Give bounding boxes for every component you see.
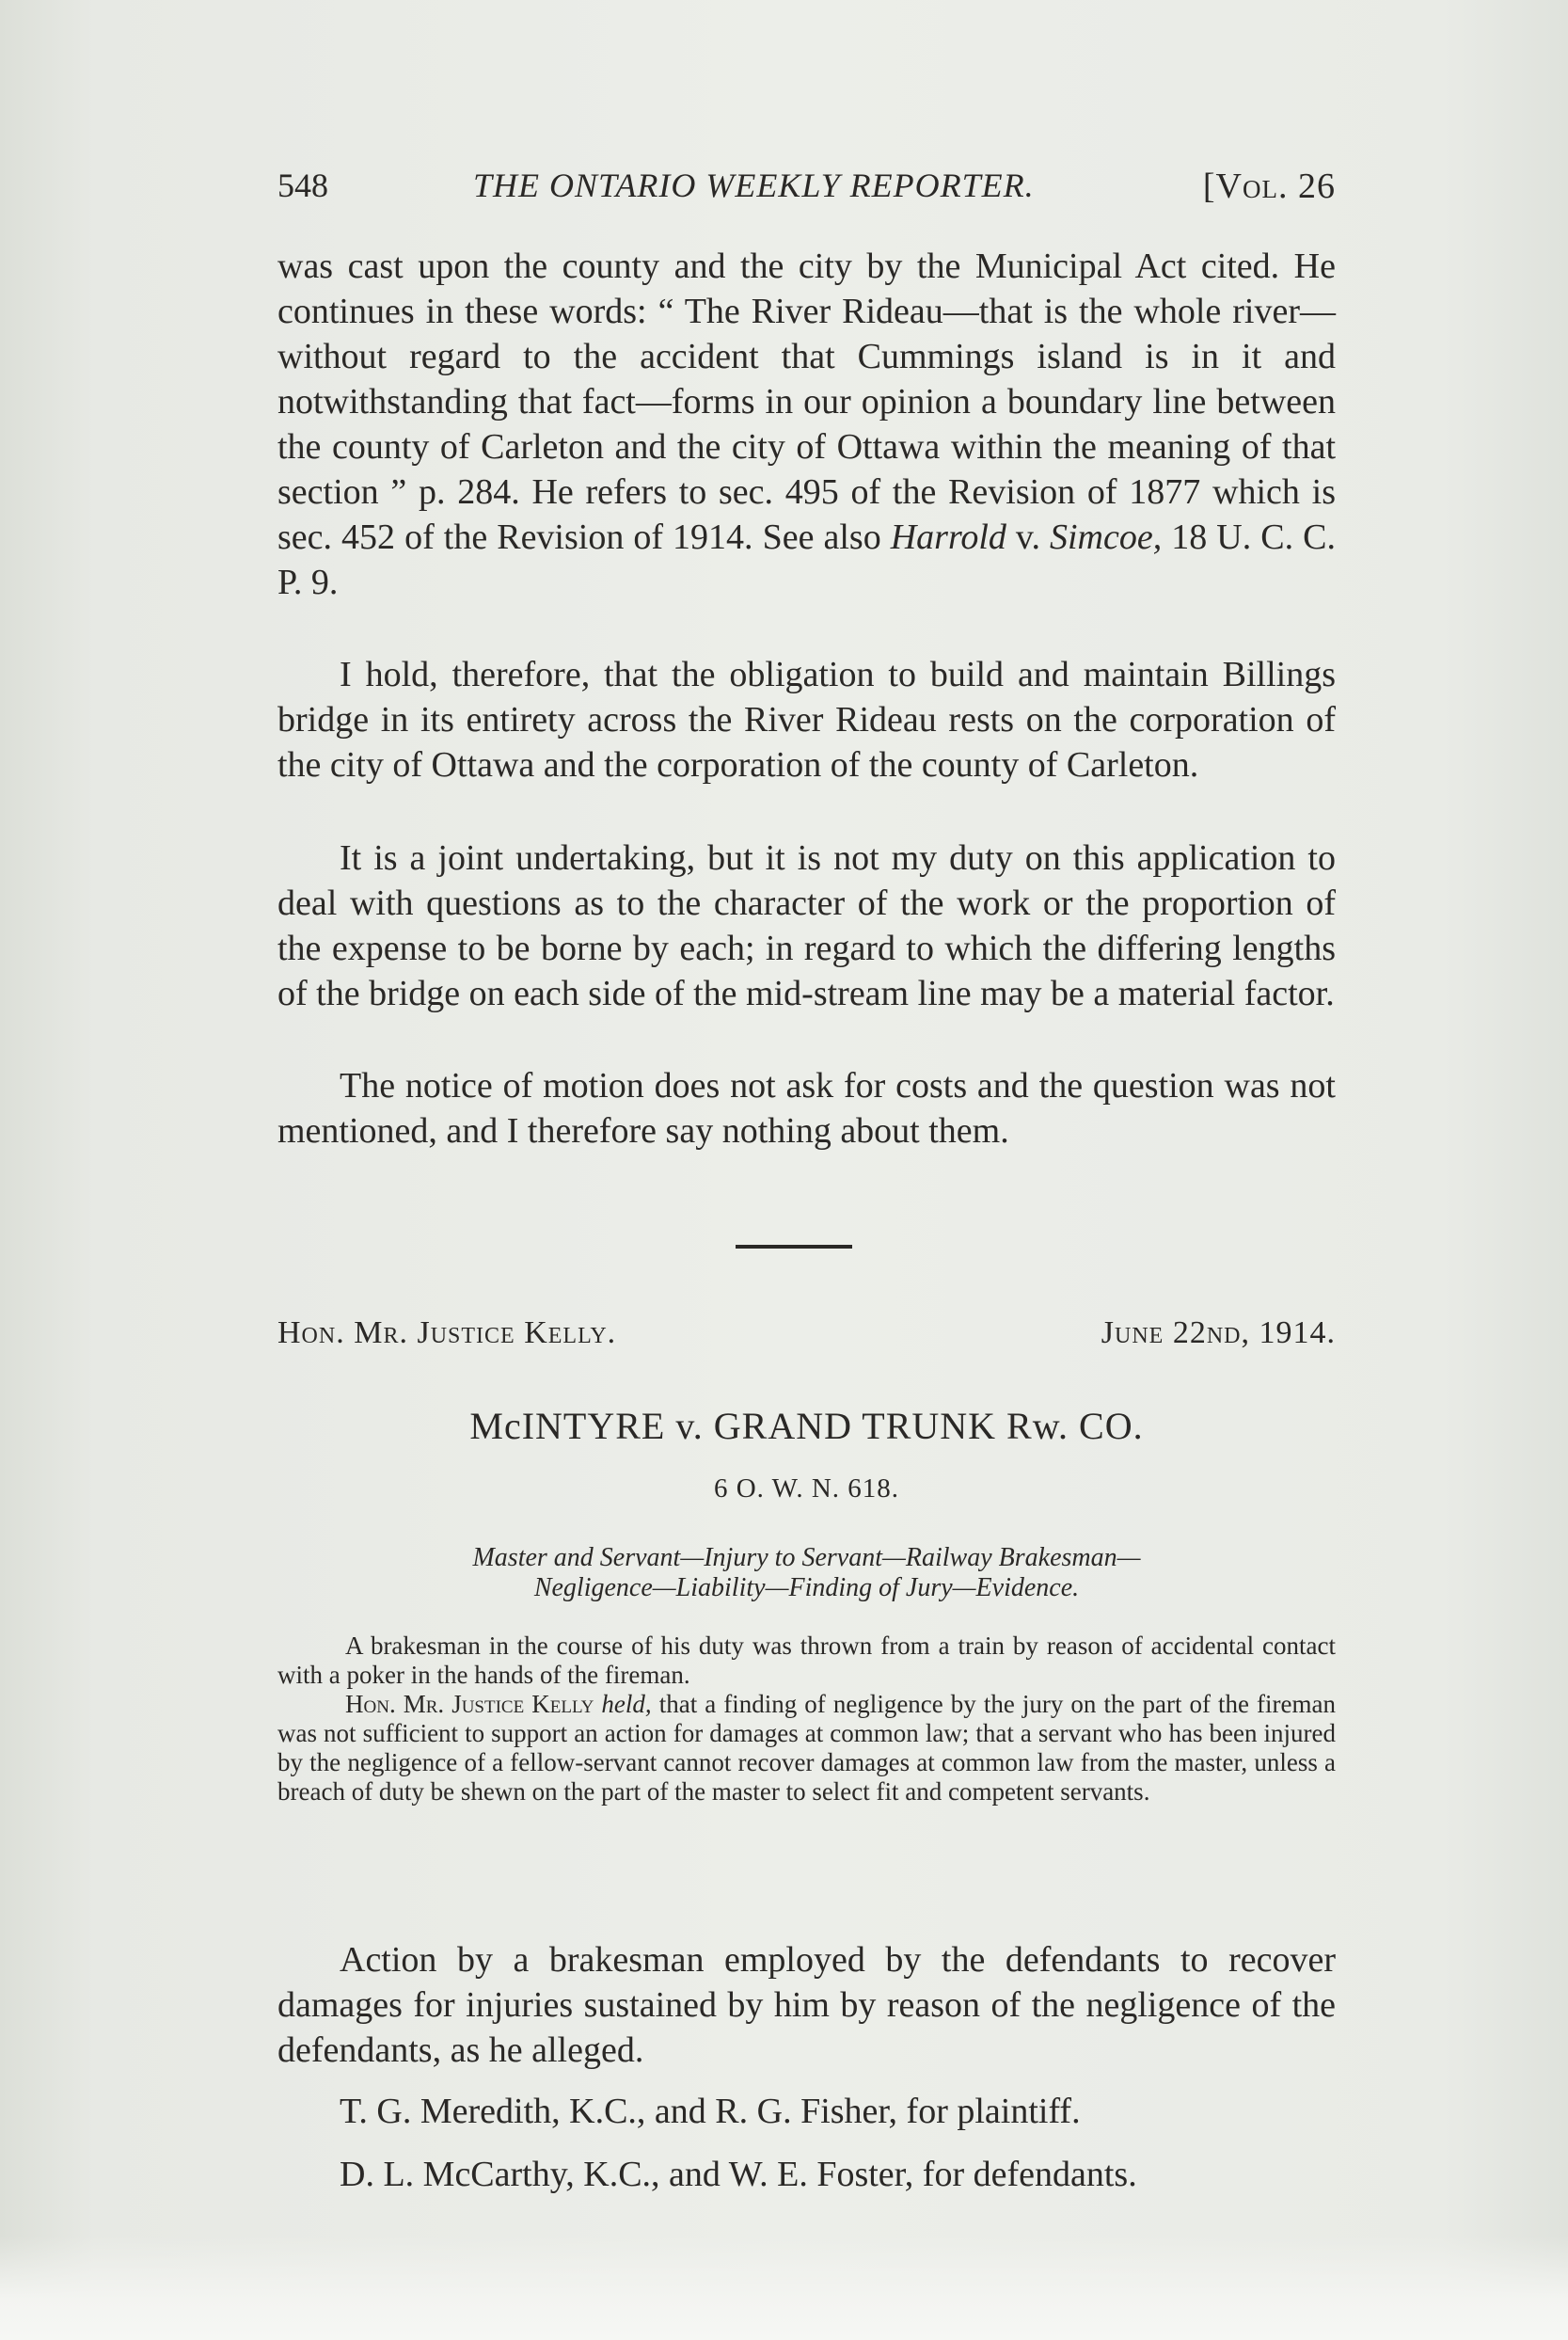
section-divider (736, 1245, 852, 1249)
counsel-plaintiff: T. G. Meredith, K.C., and R. G. Fisher, for plaintiff. (340, 2092, 1081, 2131)
case-citation: 18 U. C. C. P. 9. (277, 517, 1336, 602)
headnote-held-word: held, (594, 1690, 652, 1718)
reporter-title: THE ONTARIO WEEKLY REPORTER. (473, 167, 1035, 204)
headnote-held-text: that a finding of negligence by the jury on the part of the fireman was not sufficient to support an action for damages at common law; that a servant who has been injured by the negligence of a fellow-servant cannot recover damages at common law from the master, unless a breach of duty be shewn on the part of the master to select fit and competent servants. (277, 1690, 1336, 1806)
paragraph-text: I hold, therefore, that the obligation to build and maintain Billings bridge in its entirety across the River Rideau rests on the corporation of the city of Ottawa and the corporation of the county of Carleton. (277, 655, 1336, 785)
catchwords-line: Master and Servant—Injury to Servant—Railway Brakesman— (472, 1543, 1141, 1572)
counsel-defendants: D. L. McCarthy, K.C., and W. E. Foster, for defendants. (340, 2155, 1137, 2194)
paragraph-holding (277, 652, 1336, 788)
volume-label: [Vol. 26 (1202, 167, 1336, 206)
case-party: Simcoe, (1049, 517, 1163, 557)
paragraph-joint-undertaking (277, 836, 1336, 1016)
headnote-held (277, 1690, 1336, 1807)
versus: v. (1006, 517, 1050, 557)
case-title: McINTYRE v. GRAND TRUNK Rw. CO. (469, 1405, 1144, 1447)
judgment-header (277, 1315, 1336, 1362)
paragraph-continued (277, 244, 1336, 605)
paragraph-text: was cast upon the county and the city by the Municipal Act cited. He continues in these words: “ The River Rideau—that is the whole river—without regard to the accident that Cummings island is in it and notwithstanding that fact—forms in our opinion a boundary line between the county of Carleton and the city of Ottawa within the meaning of that section ” p. 284. He refers to sec. 495 of the Revision of 1877 which is sec. 452 of the Revision of 1914. See also (277, 247, 1336, 557)
paragraph-text: Action by a brakesman employed by the defendants to recover damages for injuries sustained by him by reason of the negligence of the defendants, as he alleged. (277, 1940, 1336, 2070)
case-citation-ref: 6 O. W. N. 618. (713, 1473, 900, 1504)
judgment-date: June 22nd, 1914. (1101, 1315, 1336, 1350)
paragraph-costs (277, 1063, 1336, 1154)
headnote-judge: Hon. Mr. Justice Kelly (345, 1690, 594, 1718)
paragraph-action (277, 1937, 1336, 2073)
paragraph-text: The notice of motion does not ask for costs and the question was not mentioned, and I therefore say nothing about them. (277, 1066, 1336, 1151)
headnote (277, 1632, 1336, 1807)
catchwords (277, 1543, 1336, 1603)
running-head (277, 166, 1336, 213)
catchwords-line: Negligence—Liability—Finding of Jury—Evidence. (533, 1573, 1080, 1602)
headnote-facts: A brakesman in the course of his duty was thrown from a train by reason of accidental contact with a poker in the hands of the fireman. (277, 1632, 1336, 1689)
judge-name: Hon. Mr. Justice Kelly. (277, 1315, 617, 1350)
paragraph-text: It is a joint undertaking, but it is not my duty on this application to deal with questions as to the character of the work or the proportion of the expense to be borne by each; in regard to which the differing lengths of the bridge on each side of the mid-stream line may be a material factor. (277, 838, 1336, 1013)
page-number: 548 (277, 167, 328, 204)
case-name: Harrold (890, 517, 1006, 557)
